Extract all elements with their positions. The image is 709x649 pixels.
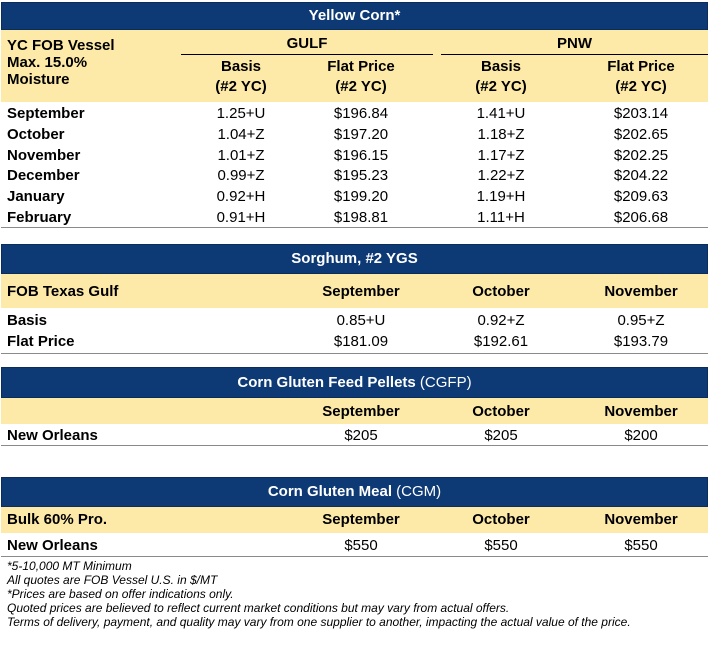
sorghum-value: 0.85+U: [336, 312, 386, 329]
cgm-value: $550: [624, 537, 658, 554]
pnw-flat-value: $202.25: [613, 146, 669, 164]
row-month: February: [7, 208, 72, 226]
gulf-flat-value: $197.20: [333, 125, 389, 143]
footnote: *Prices are based on offer indications only.: [7, 587, 234, 601]
gulf-group-header: GULF: [181, 34, 433, 55]
pnw-basis-header: [441, 57, 561, 97]
cgm-row-label: New Orleans: [7, 537, 98, 554]
col-unit-label: (#2 YC): [615, 78, 667, 95]
gulf-basis-value: 1.25+U: [216, 105, 266, 122]
cgm-label: Bulk 60% Pro.: [7, 511, 108, 528]
yellow-corn-title-text: Yellow Corn*: [308, 7, 401, 24]
gulf-flat-value: $196.84: [333, 105, 389, 122]
yellow-corn-row: [1, 125, 708, 146]
yellow-corn-row: [1, 104, 708, 125]
sorghum-value: $193.79: [613, 332, 669, 350]
sorghum-row: [1, 332, 708, 353]
pnw-basis-value: 1.22+Z: [477, 167, 525, 185]
pnw-flat-header: [576, 57, 706, 97]
col-basis-label: Basis: [220, 58, 262, 75]
cgm-body: [1, 533, 708, 557]
sorghum-month-header: September: [322, 283, 400, 300]
yellow-corn-header: [1, 30, 708, 102]
col-flat-label: Flat Price: [327, 58, 395, 75]
cgm-month-header: October: [472, 511, 530, 528]
gulf-basis-value: 0.99+Z: [217, 167, 265, 185]
sorghum-month-header: November: [604, 283, 678, 300]
col-flat-label: Flat Price: [607, 58, 675, 75]
cgm-value: $550: [344, 537, 378, 554]
pnw-flat-value: $204.22: [613, 167, 669, 185]
pnw-flat-value: $206.68: [613, 208, 669, 226]
row-month: November: [7, 146, 81, 164]
sorghum-month-header: October: [472, 283, 530, 300]
gulf-flat-value: $196.15: [333, 146, 389, 164]
cgfp-body: [1, 424, 708, 446]
sorghum-title: [1, 244, 708, 274]
label-line: Max. 15.0%: [7, 54, 88, 71]
yellow-corn-rows: [1, 102, 708, 229]
sorghum-value: 0.95+Z: [617, 312, 665, 329]
sorghum-label: FOB Texas Gulf: [7, 283, 119, 300]
cgfp-title-suffix: (CGFP): [415, 374, 472, 391]
footnote: Quoted prices are believed to reflect current market conditions but may vary from actual offers.: [7, 601, 510, 615]
cgm-month-header: November: [604, 511, 678, 528]
cgfp-month-header: September: [322, 403, 400, 420]
footnote: Terms of delivery, payment, and quality may vary from one supplier to another, impacting the actual value of the price.: [7, 615, 631, 629]
pnw-basis-value: 1.41+U: [476, 105, 526, 122]
yellow-corn-body: [1, 102, 708, 228]
gulf-flat-value: $195.23: [333, 167, 389, 185]
cgfp-header: [1, 398, 708, 424]
pnw-flat-value: $203.14: [613, 105, 669, 122]
sorghum-header: [1, 274, 708, 308]
cgfp-title-text: Corn Gluten Feed Pellets: [237, 374, 416, 391]
cgm-header: [1, 507, 708, 533]
pnw-basis-value: 1.17+Z: [477, 146, 525, 164]
sorghum-body: [1, 308, 708, 354]
col-unit-label: (#2 YC): [475, 78, 527, 95]
yellow-corn-title: [1, 2, 708, 30]
yellow-corn-row: [1, 208, 708, 229]
cgm-title: [1, 477, 708, 507]
footnote: All quotes are FOB Vessel U.S. in $/MT: [7, 573, 218, 587]
pnw-group-header: PNW: [441, 34, 708, 55]
sorghum-value: $181.09: [333, 332, 389, 350]
gulf-basis-value: 0.91+H: [216, 208, 266, 226]
sorghum-row-label: Basis: [7, 312, 48, 329]
cgfp-title: [1, 367, 708, 398]
yellow-corn-label: [7, 37, 115, 88]
cgm-title-suffix: (CGM): [392, 483, 442, 500]
col-unit-label: (#2 YC): [335, 78, 387, 95]
col-unit-label: (#2 YC): [215, 78, 267, 95]
yellow-corn-row: [1, 146, 708, 167]
pnw-basis-value: 1.11+H: [477, 208, 525, 226]
col-basis-label: Basis: [480, 58, 522, 75]
gulf-basis-value: 1.04+Z: [217, 125, 265, 143]
gulf-flat-value: $198.81: [333, 208, 389, 226]
footnote: *5-10,000 MT Minimum: [7, 559, 132, 573]
sorghum-title-text: Sorghum, #2 YGS: [291, 250, 418, 267]
pnw-flat-value: $202.65: [613, 125, 669, 143]
cgfp-row-label: New Orleans: [7, 427, 98, 444]
sorghum-value: 0.92+Z: [477, 312, 525, 329]
label-line: Moisture: [7, 71, 70, 88]
gulf-basis-value: 1.01+Z: [217, 146, 265, 164]
yellow-corn-row: [1, 187, 708, 208]
cgm-value: $550: [484, 537, 518, 554]
pnw-basis-value: 1.18+Z: [477, 125, 525, 143]
cgm-month-header: September: [322, 511, 400, 528]
cgfp-value: $205: [344, 427, 378, 444]
row-month: September: [7, 105, 85, 122]
label-line: YC FOB Vessel: [7, 37, 115, 54]
pnw-basis-value: 1.19+H: [476, 188, 526, 206]
cgfp-value: $200: [624, 427, 658, 444]
gulf-basis-value: 0.92+H: [216, 188, 266, 206]
sorghum-row-label: Flat Price: [7, 332, 75, 350]
gulf-flat-header: [301, 57, 421, 97]
sorghum-value: $192.61: [473, 332, 529, 350]
gulf-flat-value: $199.20: [333, 188, 389, 206]
sorghum-rows: [1, 308, 708, 352]
row-month: December: [7, 167, 80, 185]
footnotes: [7, 559, 631, 629]
sorghum-row: [1, 311, 708, 332]
pnw-flat-value: $209.63: [613, 188, 669, 206]
cgfp-month-header: November: [604, 403, 678, 420]
yellow-corn-row: [1, 166, 708, 187]
row-month: January: [7, 188, 65, 206]
cgfp-value: $205: [484, 427, 518, 444]
cgm-title-text: Corn Gluten Meal: [267, 483, 393, 500]
row-month: October: [7, 125, 65, 143]
gulf-basis-header: [181, 57, 301, 97]
cgfp-month-header: October: [472, 403, 530, 420]
